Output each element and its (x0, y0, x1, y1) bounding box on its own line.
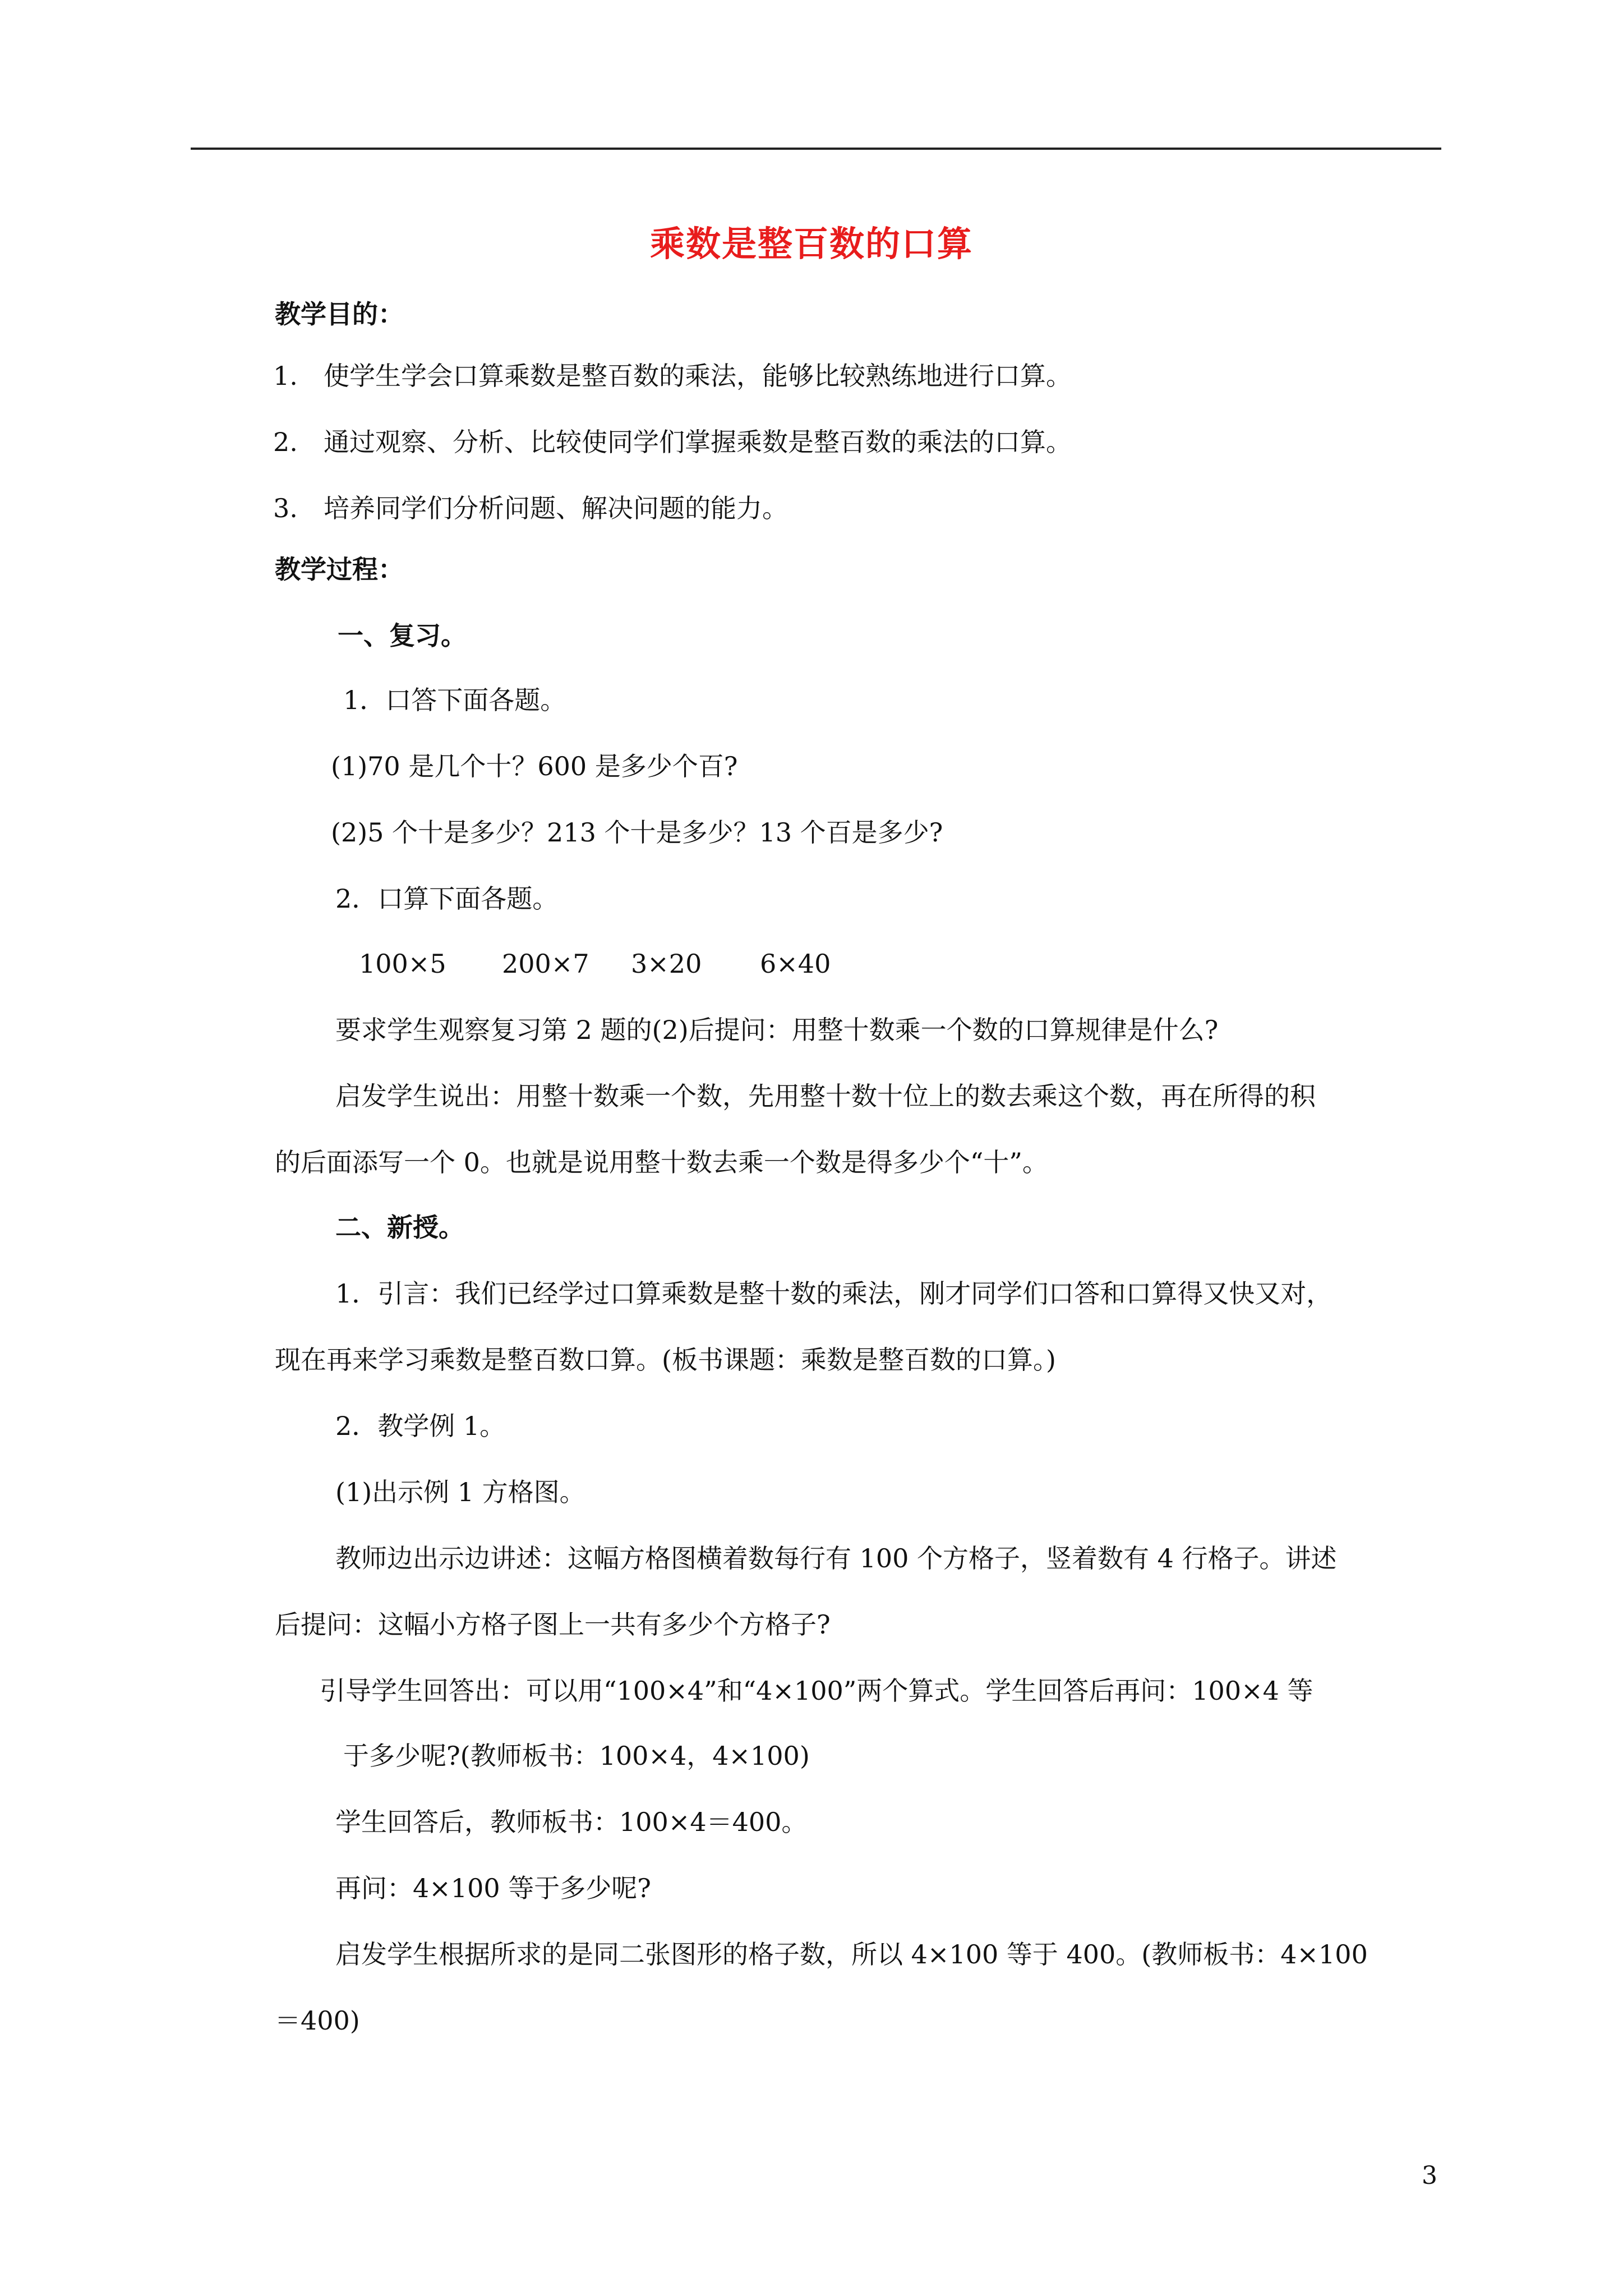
objective-item (273, 359, 1072, 393)
new-lead-line-2: 于多少呢?(教师板书：100×4，4×100) (343, 1741, 810, 1771)
page-number: 3 (1422, 2161, 1437, 2190)
new-reask: 再问：4×100 等于多少呢? (335, 1873, 651, 1903)
new-inspire-line-2: ＝400) (275, 2005, 360, 2036)
calc-item: 6×40 (760, 949, 831, 979)
new-example-1: (1)出示例 1 方格图。 (335, 1477, 585, 1507)
section-heading-review: 一、复习。 (338, 620, 467, 651)
calc-item: 100×5 (359, 949, 446, 979)
review-question-1a: (1)70 是几个十？600 是多少个百? (331, 751, 738, 781)
calc-exercises (359, 947, 831, 981)
objective-number: 1. (273, 361, 298, 391)
objective-item (273, 425, 1072, 459)
new-board: 学生回答后，教师板书：100×4＝400。 (335, 1807, 808, 1837)
review-guide-line-1: 启发学生说出：用整十数乘一个数，先用整十数十位上的数去乘这个数，再在所得的积 (335, 1081, 1316, 1111)
calc-item: 3×20 (631, 949, 702, 979)
objective-text: 使学生学会口算乘数是整百数的乘法，能够比较熟练地进行口算。 (324, 361, 1072, 391)
new-intro-line-1: 1．引言：我们已经学过口算乘数是整十数的乘法，刚才同学们口答和口算得又快又对， (335, 1278, 1332, 1309)
review-question-1b: (2)5 个十是多少？213 个十是多少？13 个百是多少? (331, 817, 943, 848)
objectives-heading: 教学目的： (275, 299, 404, 329)
new-example: 2．教学例 1。 (335, 1411, 506, 1441)
new-intro-line-2: 现在再来学习乘数是整百数口算。(板书课题：乘数是整百数的口算。) (275, 1345, 1056, 1375)
objective-text: 通过观察、分析、比较使同学们掌握乘数是整百数的乘法的口算。 (324, 427, 1072, 457)
calc-item: 200×7 (502, 949, 589, 979)
objective-item (273, 491, 788, 525)
new-lead-line-1: 引导学生回答出：可以用“100×4”和“4×100”两个算式。学生回答后再问：100×4 等 (320, 1676, 1313, 1706)
new-teach-line-2: 后提问：这幅小方格子图上一共有多少个方格子? (275, 1609, 831, 1640)
review-ask: 要求学生观察复习第 2 题的(2)后提问：用整十数乘一个数的口算规律是什么? (335, 1015, 1219, 1045)
document-title: 乘数是整百数的口算 (649, 223, 973, 264)
objective-number: 2. (273, 427, 298, 457)
review-guide-line-2: 的后面添写一个 0。也就是说用整十数去乘一个数是得多少个“十”。 (275, 1147, 1048, 1177)
review-question-2: 2．口算下面各题。 (335, 884, 559, 914)
header-rule (191, 148, 1441, 150)
objective-number: 3. (273, 493, 298, 523)
section-heading-new: 二、新授。 (335, 1212, 464, 1243)
objective-text: 培养同学们分析问题、解决问题的能力。 (324, 493, 788, 523)
process-heading: 教学过程： (275, 554, 404, 585)
new-inspire-line-1: 启发学生根据所求的是同二张图形的格子数，所以 4×100 等于 400。(教师板书：4×100 (335, 1939, 1368, 1970)
review-question-1: 1．口答下面各题。 (343, 685, 566, 715)
new-teach-line-1: 教师边出示边讲述：这幅方格图横着数每行有 100 个方格子，竖着数有 4 行格子。讲述 (335, 1543, 1337, 1573)
